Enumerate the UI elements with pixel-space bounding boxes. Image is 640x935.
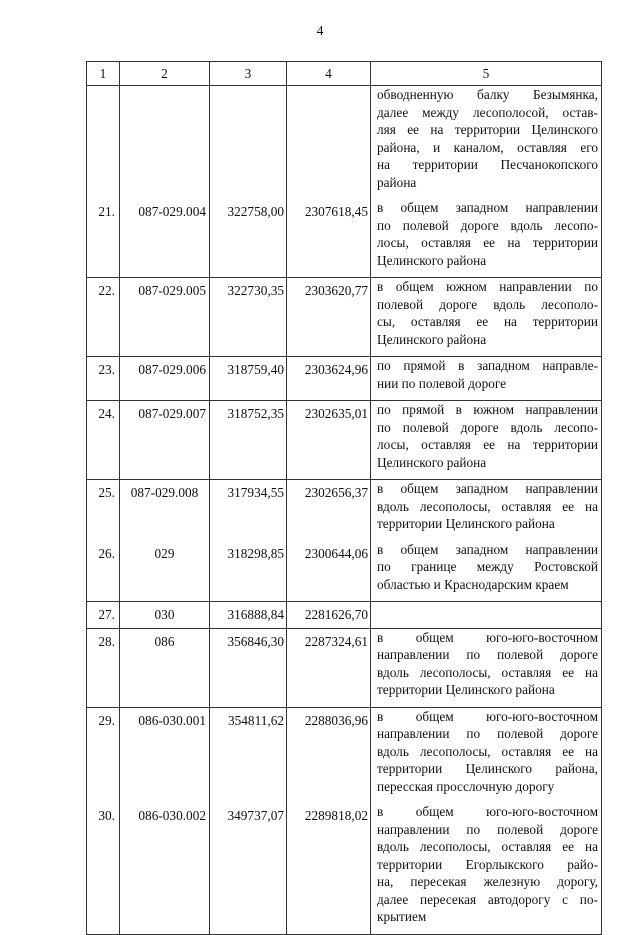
y-coordinate-text: 2303620,77 [304,283,368,298]
description-line: вдоль лесополосы, оставляя ее на [377,839,598,854]
y-coordinate-text: 2288036,96 [304,712,368,728]
description-line: на, пересекая железную дорогу, [377,874,598,889]
y-coordinate-text [287,90,368,108]
table-row [87,628,602,707]
description-line: сы, оставляя ее на территории [377,314,598,329]
description-line: обводненную балку Безымянка, [377,87,598,102]
boundary-table [86,61,602,935]
point-code-text: 030 [154,607,175,622]
description-line: нии по полевой дороге [377,375,507,391]
point-number-cell [87,278,120,357]
point-number-cell [87,86,120,278]
description-line: лосы, оставляя ее на территории [377,235,598,250]
x-coordinate-text: 322730,35 [227,283,284,298]
description-line: по полевой дороге вдоль лесопо- [377,217,598,233]
x-coordinate-cell [210,357,287,401]
description-line: района [377,174,417,190]
table-row [87,480,602,602]
description-line: вдоль лесополосы, оставляя ее на [377,664,598,680]
x-coordinate-text: 349737,07 [227,808,284,823]
header-cell-2: 2 [120,62,210,86]
header-cell-4: 4 [287,62,371,86]
y-coordinate-cell [287,602,371,629]
point-number-text: 24. [98,406,115,421]
point-code-cell [120,357,210,401]
point-number-text: 28. [98,633,115,649]
description-cell [371,628,602,707]
description-line: на территории Песчанокопского [377,157,598,172]
point-number-cell [87,401,120,480]
x-coordinate-text: 318298,85 [227,545,284,561]
x-coordinate-cell [210,278,287,357]
description-line: территории Целинского района [377,682,555,697]
description-line: в общем южном направлении по [377,279,598,294]
description-cell [371,707,602,934]
x-coordinate-text: 316888,84 [227,607,284,622]
y-coordinate-cell [287,86,371,278]
x-coordinate-cell [210,707,287,934]
point-number-text: 29. [98,712,115,728]
description-line: лосы, оставляя ее на территории [377,437,598,452]
description-cell [371,86,602,278]
table-row [87,357,602,401]
description-line: вдоль лесополосы, оставляя ее на [377,743,598,759]
x-coordinate-text: 317934,55 [227,485,284,500]
x-coordinate-cell [210,628,287,707]
point-code-text: 029 [154,545,175,561]
point-number-text: 23. [98,362,115,377]
description-line: вдоль лесополосы, оставляя ее на [377,498,598,514]
description-line: в общем западном направлении [377,200,598,215]
point-number-text: 27. [98,607,115,622]
description-line: направлении по полевой дороге [377,647,598,662]
x-coordinate-text: 322758,00 [227,204,284,219]
point-code-cell [120,707,210,934]
description-line: направлении по полевой дороге [377,726,598,741]
description-line: областью и Краснодарским краем [377,576,569,592]
table-row [87,86,602,278]
point-code-text: 087-029.004 [138,204,206,219]
y-coordinate-text: 2300644,06 [304,545,368,561]
y-coordinate-text: 2307618,45 [304,204,368,219]
point-number-cell [87,602,120,629]
point-number-text [87,90,115,108]
point-number-text: 25. [98,485,115,500]
point-code-text: 086 [154,633,175,649]
description-line: пересская просслочную дорогу [377,778,555,794]
point-code-text: 087-029.007 [138,406,206,421]
point-code-cell [120,86,210,278]
point-code-text: 086-030.002 [138,808,206,823]
description-line: по прямой в западном направле- [377,358,598,373]
description-line: в общем юго-юго-восточном [377,629,598,645]
point-code-cell [120,628,210,707]
page-number: 4 [316,24,324,39]
description-line: территории Целинского района [377,516,555,531]
point-number-text: 21. [98,204,115,219]
description-line: Целинского района [377,331,487,347]
point-code-cell [120,602,210,629]
x-coordinate-text: 354811,62 [227,712,284,728]
y-coordinate-cell [287,480,371,602]
table-row [87,278,602,357]
description-line: далее между лесополосой, остав- [377,104,598,120]
description-line: территории Целинского района, [377,761,598,776]
y-coordinate-text: 2289818,02 [304,808,368,823]
y-coordinate-text: 2302656,37 [304,485,368,500]
description-cell [371,278,602,357]
y-coordinate-cell [287,357,371,401]
point-number-text: 26. [98,545,115,561]
description-line: ляя ее на территории Целинского [377,122,598,137]
point-number-text: 30. [98,808,115,823]
point-number-cell [87,357,120,401]
point-code-text: 087-029.006 [138,362,206,377]
point-code-text: 087-029.005 [138,283,206,298]
description-cell [371,357,602,401]
x-coordinate-text: 318759,40 [227,362,284,377]
y-coordinate-cell [287,628,371,707]
description-line: по полевой дороге вдоль лесопо- [377,419,598,435]
point-number-cell [87,628,120,707]
description-line: в общем западном направлении [377,481,598,496]
description-line: территории Егорлыкского райо- [377,856,598,872]
description-line: направлении по полевой дороге [377,821,598,837]
x-coordinate-cell [210,401,287,480]
table-row [87,401,602,480]
description-line: района, и каналом, оставляя его [377,139,598,155]
table-row [87,602,602,629]
description-line: по границе между Ростовской [377,559,598,574]
table-header-row [87,62,602,86]
header-cell-3: 3 [210,62,287,86]
description-line: по прямой в южном направлении [377,402,598,417]
x-coordinate-cell [210,480,287,602]
point-code-cell [120,401,210,480]
point-code-text: 086-030.001 [138,712,206,728]
x-coordinate-cell [210,602,287,629]
description-line: крытием [377,909,427,924]
header-cell-5: 5 [371,62,602,86]
description-cell [371,602,602,629]
x-coordinate-text [210,90,284,108]
point-number-cell [87,480,120,602]
table-row [87,707,602,934]
y-coordinate-text: 2287324,61 [304,633,368,649]
point-code-text: 087-029.008 [130,485,199,500]
description-line: далее пересекая автодорогу с по- [377,891,598,907]
x-coordinate-text: 356846,30 [227,633,284,649]
description-cell [371,480,602,602]
description-line: в общем западном направлении [377,541,598,557]
point-code-text [120,90,206,108]
x-coordinate-cell [210,86,287,278]
description-line: Целинского района [377,252,487,268]
description-line: Целинского района [377,454,487,470]
y-coordinate-cell [287,401,371,480]
y-coordinate-cell [287,707,371,934]
y-coordinate-text: 2281626,70 [304,607,368,622]
y-coordinate-text: 2303624,96 [304,362,368,377]
description-line: полевой дороге вдоль лесополо- [377,296,598,312]
point-code-cell [120,480,210,602]
y-coordinate-text: 2302635,01 [304,406,368,421]
x-coordinate-text: 318752,35 [227,406,284,421]
point-code-cell [120,278,210,357]
y-coordinate-cell [287,278,371,357]
point-number-text: 22. [98,283,115,298]
description-line: в общем юго-юго-восточном [377,804,598,819]
point-number-cell [87,707,120,934]
description-line: в общем юго-юго-восточном [377,708,598,724]
description-cell [371,401,602,480]
header-cell-1: 1 [87,62,120,86]
